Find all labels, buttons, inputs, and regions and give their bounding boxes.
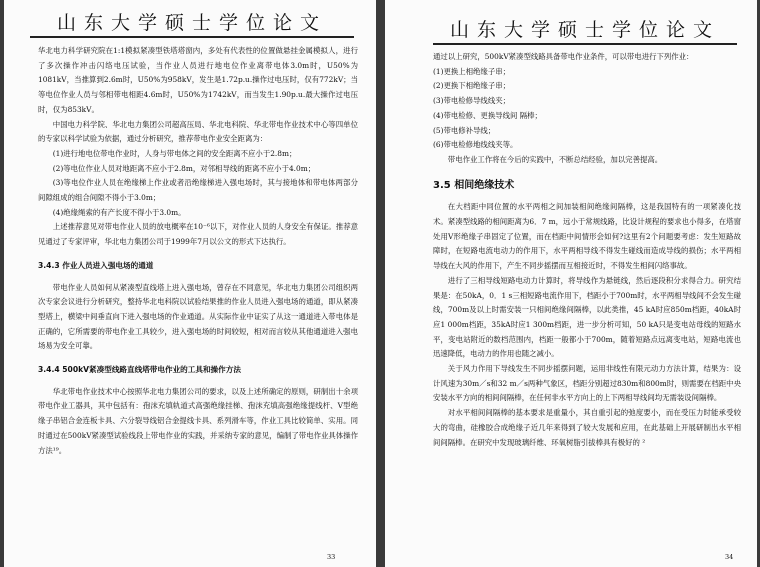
paragraph: (4)绝缘绳索的有产长度不得小于3.0m。 xyxy=(52,207,186,217)
paragraph: (1)更换上相绝缘子串； xyxy=(433,66,510,76)
paragraph: (4)带电检修、更换导线间 隔棒； xyxy=(433,110,542,120)
paragraph: (6)带电检修地线线夹等。 xyxy=(433,140,518,150)
paragraph: (2)更换下相绝缘子串； xyxy=(433,81,510,91)
paragraph: 华北带电作业技术中心按照华北电力集团公司的要求，以及上述所确定的原则，研制出十余项带电作业工器具，其中包括有：孢沫充填轨道式高强绝缘挂梯、孢沫充填高强绝缘提线杆、V型绝缘子串铝合金连板卡具、六分裂导线铝合金提线卡具、系列滑车等，作业工具比较简单、实用。同时通过在500kV紧凑型试验线段上带电作业的实践，并采纳专家的意见，编制了带电作业具体操作方法¹⁹。 xyxy=(38,386,358,455)
paragraph: 在大档距中同位置的水平两相之间加装相间绝缘间隔棒，这是我国特有的一项紧凑化技术。紧凑型线路的相间距离为6．7 m，远小于常规线路，比设计规程的要求也小得多，在塔窗处用V形绝缘子串固定了位置，而在档距中间情形会如何?这里有2个问题要考虑：发生短路故障时，在短路电流电动力的作用下，水平两相导线不得发生碰线而造成导线的损伤；水平两相导线在大风的作用下，产生不同步摇摆而互相接近时，不得发生相间闪络事故。 xyxy=(433,202,741,271)
section-heading-3-5: 3.5 相间绝缘技术 xyxy=(433,179,515,191)
right-page-body xyxy=(433,50,741,450)
section-heading-3-4-3: 3.4.3 作业人员进入强电场的通道 xyxy=(38,260,154,270)
paragraph: 关于风力作用下导线发生不同步摇摆问题，运用非线性有限元动力方法计算，结果为：设计风速为30m／s和32 m／s两种气象区，档距分别超过830m和800m时，则需要在档距中央安装水平方向的相间间隔棒，在任何非水平方向上的上下两相导线间均无需装设间隔棒。 xyxy=(433,364,741,403)
paragraph: (3)带电检修导线线夹； xyxy=(433,96,510,106)
section-heading-3-4-4: 3.4.4 500kV紧凑型线路直线塔带电作业的工具和操作方法 xyxy=(38,365,241,375)
paragraph: 通过以上研究，500kV紧凑型线路具备带电作业条件，可以带电进行下列作业： xyxy=(433,52,694,61)
right-page-header: 山东大学硕士学位论文 xyxy=(433,18,737,45)
left-page xyxy=(4,0,376,567)
paragraph: 华北电力科学研究院在1:1模拟紧凑型铁塔塔窗内，多处有代表性的位置做悬挂金属模拟人，进行了多次操作冲击闪络电压试验，当作业人员进行地电位作业离带电体3.0m时，U50%为1081kV，当推算到2.6m时，U50%为958kV，发生是1.72p.u.操作过电压时，仅有772kV；当等电位作业人员与邻相带电相距4.6m时，U50%为1742kV，而当发生1.90p.u.最大操作过电压时，仅为853kV。 xyxy=(38,46,358,114)
paragraph: 带电作业人员如何从紧凑型直线塔上进入强电场，曾存在不同意见，华北电力集团公司组织两次专家会议进行分析研究，整持华北电科院以试验结果推的作业人员进入强电场的通道，即从紧凑型塔上，横梁中间垂直向下进入强电场的作业通道。从实际作业中证实了从这一通道进入带电体是正确的，它所需要的带电作业工具较少，进入强电场的时间较短，相对而言较从其他通道进入强电场易为安全可靠。 xyxy=(38,282,358,351)
paragraph: 带电作业工作将在今后的实践中，不断总结经验，加以完善提高。 xyxy=(447,154,663,164)
paragraph: 中国电力科学院、华北电力集团公司超高压局、华北电科院、华北带电作业技术中心等四单位的专家以科学试验为依据，通过分析研究，推荐带电作业安全距离为： xyxy=(38,119,358,144)
paragraph: (3)等电位作业人员在绝缘梯上作业或者沿绝缘梯进入强电场时，其与接地体和带电体两部分间隙组成的组合间隙不得小于3.0m； xyxy=(38,178,358,203)
paragraph: 对水平相间间隔棒的基本要求是重量小，其自重引起的弛度要小，而在受压力时能承受较大的弯曲，硅橡胶合成绝缘子近几年来得到了较大发展和应用，在此基础上开展研制出水平相间间隔棒。在研究中发现玻璃纤维、环氧树脂引拔棒具有极好的 ² xyxy=(433,408,741,447)
paragraph: 进行了三相导线短路电动力计算时，将导线作为悬链线，然后逐段积分求得合力。研究结果是：在50kA，0．1 s三相短路电流作用下，档距小于700m时，水平两相导线间不会发生碰线，700m及以上时需安装一只相间绝缘间隔棒，以此类推，45 kA时应850m档距，40kA时应1 000m档距，35kA时应1 300m档距，进一步分析可知，50 kA只是变电站母线的短路水平，变电站附近的数档范围内，档距一般都小于700m，随着短路点远离变电站，短路电流也迅速降低，电动力的作用也随之减小。 xyxy=(433,275,741,359)
paragraph: (1)进行地电位带电作业时，人身与带电体之间的安全距离不应小于2.8m； xyxy=(52,148,297,158)
page-number: 34 xyxy=(725,553,734,561)
right-page xyxy=(385,0,757,567)
paragraph: 上述推荐意见对带电作业人员的放电概率在10⁻⁶以下，对作业人员的人身安全有保证。推荐意见通过了专家评审，华北电力集团公司于1999年7月以公文的形式下达执行。 xyxy=(38,222,358,247)
page-number: 33 xyxy=(327,553,336,561)
paragraph: (2)等电位作业人员对地距离不应小于2.8m，对邻相导线的距离不应小于4.0m； xyxy=(52,163,316,173)
left-page-header: 山东大学硕士学位论文 xyxy=(30,11,354,38)
paragraph: (5)带电修补导线； xyxy=(433,125,496,135)
left-page-body xyxy=(38,44,358,458)
